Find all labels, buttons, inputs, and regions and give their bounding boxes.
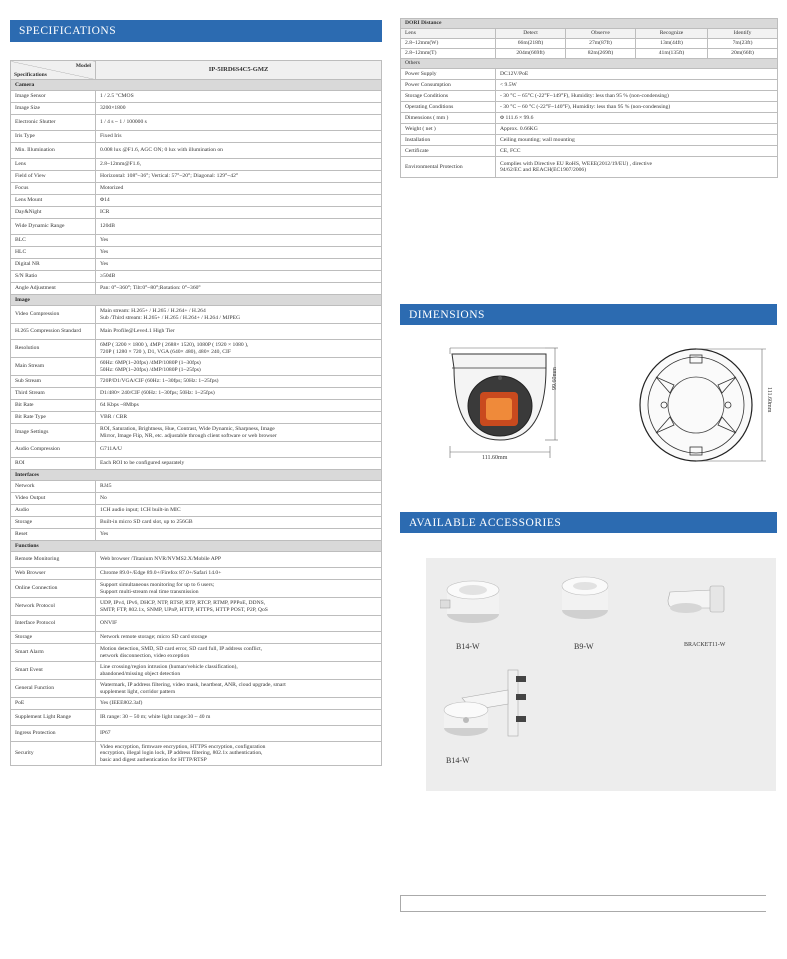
others-key: Certificate [401,146,496,157]
others-key: Installation [401,135,496,146]
others-row [401,102,778,113]
spec-row [11,219,382,235]
spec-key: Lens [11,159,96,171]
header-corner-cell [11,61,96,80]
others-row [401,80,778,91]
others-key: Power Supply [401,69,496,80]
spec-row [11,442,382,458]
others-title: Others [401,59,778,69]
spec-key: Focus [11,183,96,195]
spec-value: VBR / CBR [96,412,382,424]
spec-value: Yes (IEEE802.3af) [96,698,382,710]
spec-row [11,710,382,726]
others-row [401,113,778,124]
spec-value: Motion detection, SMD, SD card error, SD card full, IP address conflict, network disconnection, video exception [96,644,382,662]
camera-base-view-drawing [636,345,776,469]
others-key: Dimensions ( mm ) [401,113,496,124]
spec-row [11,143,382,159]
spec-value: 1CH audio input; 1CH built-in MIC [96,505,382,517]
spec-value: 1 / 4 s ~ 1 / 100000 s [96,115,382,131]
spec-row [11,183,382,195]
dori-cell: 204m(669ft) [496,49,566,59]
accessory-label-bracket11: BRACKET11-W [684,642,726,648]
others-key: Environmental Protection [401,157,496,178]
junction-box-with-bracket-image [442,664,538,748]
spec-value: IP67 [96,726,382,742]
spec-key: Day&Night [11,207,96,219]
spec-key: Third Stream [11,388,96,400]
spec-key: Bit Rate Type [11,412,96,424]
spec-row [11,207,382,219]
spec-value: Yes [96,235,382,247]
spec-value: Video encryption, firmware encryption, HTTPS encryption, configuration encryption, illegal login lock, IP address filtering, 802.1x authentication, basic and digest authentication for HTTP/RTSP [96,742,382,766]
spec-key: H.265 Compression Standard [11,324,96,340]
specifications-banner: SPECIFICATIONS [10,20,382,42]
spec-value: ONVIF [96,616,382,632]
spec-value: Main stream: H.265+ / H.265 / H.264+ / H.264 Sub /Third stream: H.265+ / H.265 / H.264+ / H.264 / MJPEG [96,306,382,324]
spec-value: Watermark, IP address filtering, video mask, heartbeat, ANR, cloud upgrade, smart supplement light, corridor pattern [96,680,382,698]
junction-box-b14-image [440,574,506,626]
spec-row [11,698,382,710]
spec-value: Line crossing/region intrusion (human/vehicle classification), abandoned/missing object detection [96,662,382,680]
dori-cell: 2.8~12mm(W) [401,39,496,49]
spec-key: HLC [11,247,96,259]
spec-key: Network [11,481,96,493]
spec-row [11,103,382,115]
spec-row [11,131,382,143]
spec-key: Video Compression [11,306,96,324]
base-dimension-label: 111.60mm [766,387,772,413]
spec-key: Smart Alarm [11,644,96,662]
spec-row [11,458,382,470]
others-row [401,91,778,102]
spec-row [11,598,382,616]
spec-value: 64 Kbps ~8Mbps [96,400,382,412]
width-dimension-label: 111.60mm [482,455,508,461]
spec-value: Web browser /Titanium NVR/NVMS2.X/Mobile APP [96,552,382,568]
spec-value: Main Profile@Leve4.1 High Tier [96,324,382,340]
spec-key: Ingress Protection [11,726,96,742]
spec-row [11,580,382,598]
spec-key: Image Size [11,103,96,115]
others-value: < 9.5W [496,80,778,91]
junction-box-b9-image [558,572,612,622]
spec-row [11,552,382,568]
section-header-row [11,295,382,306]
spec-row [11,726,382,742]
spec-row [11,424,382,442]
spec-row [11,388,382,400]
spec-key: Main Stream [11,358,96,376]
spec-row [11,91,382,103]
spec-key: BLC [11,235,96,247]
spec-row [11,505,382,517]
spec-row [11,481,382,493]
spec-key: Reset [11,529,96,541]
spec-row [11,493,382,505]
section-title: Interfaces [11,470,382,481]
spec-key: Image Sensor [11,91,96,103]
others-row [401,146,778,157]
spec-key: Storage [11,632,96,644]
dori-row [401,39,778,49]
dori-cell: 41m(135ft) [636,49,708,59]
spec-value: Yes [96,247,382,259]
spec-row [11,247,382,259]
spec-value: Pan: 0°~360°; Tilt:0°~80°;Rotation: 0°~360° [96,283,382,295]
spec-value: G711A/U [96,442,382,458]
spec-key: Iris Type [11,131,96,143]
spec-key: Field of View [11,171,96,183]
spec-key: Image Settings [11,424,96,442]
spec-row [11,115,382,131]
spec-row [11,159,382,171]
spec-value: Network remote storage; micro SD card storage [96,632,382,644]
spec-key: General Function [11,680,96,698]
spec-row [11,644,382,662]
dori-others-table [400,18,778,178]
spec-row [11,195,382,207]
specifications-header-label: Specifications [14,71,47,78]
specifications-table [10,60,382,766]
spec-value: Built-in micro SD card slot, up to 256GB [96,517,382,529]
spec-key: Video Output [11,493,96,505]
section-title: Camera [11,80,382,91]
others-key: Power Consumption [401,80,496,91]
spec-value: D1/480× 240/CIF (60Hz: 1~30fps; 50Hz: 1~25fps) [96,388,382,400]
spec-value: Motorized [96,183,382,195]
dori-cell: 13m(44ft) [636,39,708,49]
others-value: Φ 111.6 × 99.6 [496,113,778,124]
spec-row [11,171,382,183]
spec-value: RJ45 [96,481,382,493]
others-value: Approx. 0.66KG [496,124,778,135]
spec-key: Audio Compression [11,442,96,458]
spec-value: Yes [96,529,382,541]
spec-key: Web Browser [11,568,96,580]
spec-value: ≥50dB [96,271,382,283]
others-value: Complies with Directive EU RoHS, WEEE(2012/19/EU) , directive 94/62/EC and REACH(EC1907/2006) [496,157,778,178]
spec-row [11,376,382,388]
spec-value: Support simultaneous monitoring for up to 6 users; Support multi-stream real time transmission [96,580,382,598]
dori-title: DORI Distance [401,19,778,29]
spec-value: Horizontal: 108°~36°; Vertical: 57°~20°; Diagonal: 129°~42° [96,171,382,183]
wall-bracket-image [664,584,728,618]
others-value: - 30 °C ~ 65°C (-22°F~149°F), Humidity: less than 95 % (non-condensing) [496,91,778,102]
others-row [401,135,778,146]
spec-row [11,568,382,580]
spec-value: 120dB [96,219,382,235]
others-value: - 30 °C ~ 60 °C (-22°F~140°F), Humidity: less than 95 % (non-condensing) [496,102,778,113]
spec-row [11,340,382,358]
spec-key: Smart Event [11,662,96,680]
camera-side-view-drawing [440,346,570,470]
spec-key: Online Connection [11,580,96,598]
spec-key: Supplement Light Range [11,710,96,726]
spec-value: 2.8~12mm@F1.6, [96,159,382,171]
spec-key: PoE [11,698,96,710]
spec-key: Electronic Shutter [11,115,96,131]
spec-key: Digital NR [11,259,96,271]
spec-key: Remote Monitoring [11,552,96,568]
spec-row [11,358,382,376]
spec-value: Each ROI to be configured separately [96,458,382,470]
dori-column-header: Lens [401,29,496,39]
spec-value: 0.008 lux @F1.6, AGC ON; 0 lux with illumination on [96,143,382,159]
spec-row [11,662,382,680]
dori-cell: 7m(23ft) [708,39,778,49]
spec-row [11,324,382,340]
spec-value: 60Hz: 6MP(1~20fps) /4MP/1080P (1~30fps) 50Hz: 6MP(1~20fps) /4MP/1080P (1~25fps) [96,358,382,376]
spec-value: 3200×1800 [96,103,382,115]
spec-key: Security [11,742,96,766]
spec-value: ICR [96,207,382,219]
accessories-panel [426,558,776,791]
dori-cell: 2.8~12mm(T) [401,49,496,59]
dori-column-header: Detect [496,29,566,39]
accessories-banner: AVAILABLE ACCESSORIES [400,512,777,533]
spec-row [11,517,382,529]
dori-column-header: Recognize [636,29,708,39]
spec-value: Chrome 89.0+/Edge 89.0+/Firefox 87.0+/Safari 14.0+ [96,568,382,580]
spec-row [11,283,382,295]
others-key: Weight ( net ) [401,124,496,135]
spec-key: S/N Ratio [11,271,96,283]
spec-row [11,259,382,271]
section-header-row [11,470,382,481]
spec-value: Φ14 [96,195,382,207]
model-header-label: Model [75,63,91,69]
spec-row [11,412,382,424]
accessory-label-b14: B14-W [456,642,480,651]
spec-key: Bit Rate [11,400,96,412]
spec-row [11,235,382,247]
section-header-row [11,541,382,552]
spec-key: Network Protocol [11,598,96,616]
others-row [401,69,778,80]
spec-row [11,400,382,412]
empty-footer-box [400,895,766,912]
spec-value: Fixed Iris [96,131,382,143]
spec-key: Lens Mount [11,195,96,207]
spec-row [11,680,382,698]
spec-key: Interface Protocol [11,616,96,632]
others-row [401,157,778,178]
spec-row [11,271,382,283]
spec-value: IR range: 30 ~ 50 m; white light range:30 ~ 40 m [96,710,382,726]
spec-row [11,616,382,632]
others-value: Ceiling mounting; wall mounting [496,135,778,146]
spec-value: Yes [96,259,382,271]
dimensions-banner: DIMENSIONS [400,304,777,325]
height-dimension-label: 99.60mm [552,367,558,390]
spec-key: Resolution [11,340,96,358]
dori-cell: 66m(218ft) [496,39,566,49]
accessory-label-b9: B9-W [574,642,594,651]
spec-key: Min. Illumination [11,143,96,159]
others-key: Operating Conditions [401,102,496,113]
others-key: Storage Conditions [401,91,496,102]
spec-value: 720P/D1/VGA/CIF (60Hz: 1~30fps; 50Hz: 1~25fps) [96,376,382,388]
section-title: Image [11,295,382,306]
spec-value: 6MP ( 3200 × 1800 ), 4MP ( 2688× 1520), 1080P ( 1920 × 1080 ), 720P ( 1280 × 720 ), D1, VGA (640× 480), 480× 240, CIF [96,340,382,358]
dori-column-header: Observe [566,29,636,39]
dori-cell: 27m(87ft) [566,39,636,49]
model-value-cell: IP-5IRD6S4C5-GMZ [96,61,382,80]
dori-cell: 20m(66ft) [708,49,778,59]
spec-key: Storage [11,517,96,529]
others-value: CE, FCC [496,146,778,157]
spec-key: Sub Stream [11,376,96,388]
section-header-row [11,80,382,91]
dori-row [401,49,778,59]
section-title: Functions [11,541,382,552]
spec-row [11,529,382,541]
spec-key: Audio [11,505,96,517]
dori-cell: 82m(269ft) [566,49,636,59]
spec-row [11,306,382,324]
accessory-label-b14-bracket: B14-W [446,756,470,765]
spec-value: No [96,493,382,505]
others-row [401,124,778,135]
spec-row [11,632,382,644]
dori-column-header: Identify [708,29,778,39]
spec-key: ROI [11,458,96,470]
spec-key: Angle Adjustment [11,283,96,295]
spec-value: ROI, Saturation, Brightness, Hue, Contrast, Wide Dynamic, Sharpness, Image Mirror, Image Flip, NR, etc. adjustable through client software or web browser [96,424,382,442]
others-value: DC12V/PoE [496,69,778,80]
spec-key: Wide Dynamic Range [11,219,96,235]
spec-value: 1 / 2.5 "CMOS [96,91,382,103]
spec-row [11,742,382,766]
spec-value: UDP, IPv4, IPv6, DHCP, NTP, RTSP, RTP, RTCP, RTMP, PPPoE, DDNS, SMTP, FTP, 802.1x, SNMP, UPnP, HTTP, HTTPS, HTTP POST, P2P, QoS [96,598,382,616]
